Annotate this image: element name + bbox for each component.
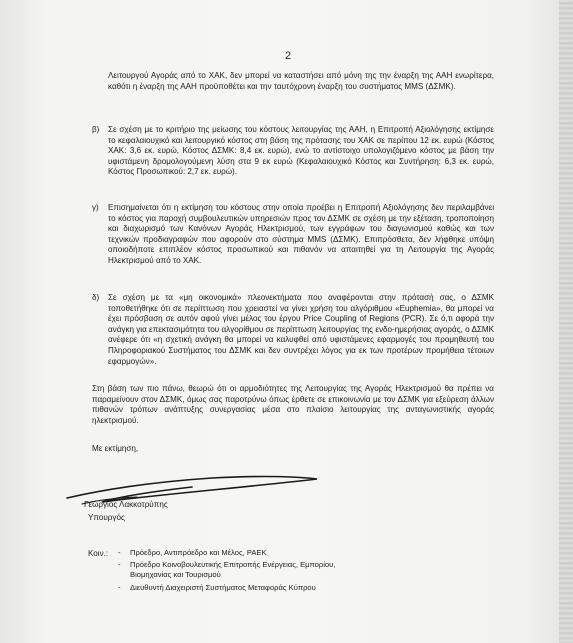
intro-paragraph: Λειτουργού Αγοράς από το ΧΑΚ, δεν μπορεί να καταστήσει από μόνη της την έναρξη της ΑΑΗ ενωρίτερα, καθότι η έναρξη της ΑΑΗ προϋποθέτει και την ταυτόχρονη έναρξη του συστήματος MMS (ΔΣΜΚ). [108,71,494,91]
closing-salutation: Με εκτίμηση, [92,444,139,453]
cc-item: - Πρόεδρο, Αντιπρόεδρο και Μέλος, ΡΑΕΚ [116,548,346,558]
signatory-name: Γεώργιος Λακκοτρύπης [84,500,168,509]
handwritten-signature [62,460,322,520]
point-c-marker: γ) [92,203,99,212]
point-c-text: Επισημαίνεται ότι η εκτίμηση του κόστους στην οποία προέβει η Επιτροπή Αξιολόγησης δεν περιλαμβάνει το κόστος για παροχή συμβουλευτικών υπηρεσιών προς τον ΔΣΜΚ σε σχέση με την εξέταση, τροποποίηση και διαχωρισμό των Κανόνων Αγοράς Ηλεκτρισμού, των εγγράφων του διαγωνισμού καθώς και των τεχνικών προδιαγραφών που αφορούν στο σύστημα MMS (ΔΣΜΚ). Επιπρόσθετα, δεν λήφθηκε υπόψη οποιοδήποτε επιπλέον κόστος προσωπικού και πιθανόν να απαιτηθεί για τη Λειτουργία της Αγοράς Ηλεκτρισμού από το ΧΑΚ. [108,203,494,265]
conclusion-paragraph: Στη βάση των πιο πάνω, θεωρώ ότι οι αρμοδιότητες της Λειτουργίας της Αγοράς Ηλεκτρισμού θα πρέπει να παραμείνουν στον ΔΣΜΚ, όμως σας παροτρύνω όπως έρθετε σε επικοινωνία με τον ΔΣΜΚ για εξεύρεση άλλων πιθανών τρόπων ανάπτυξης συνεργασίας μέσα στο πλαίσιο λειτουργίας της ανταγωνιστικής αγοράς ηλεκτρισμού. [92,384,494,425]
cc-list [116,548,346,593]
cc-label: Κοιν.: [88,549,109,558]
cc-item: - Πρόεδρο Κοινοβουλευτικής Επιτροπής Ενέργειας, Εμπορίου, Βιομηχανίας και Τουρισμού [116,560,346,580]
point-b-marker: β) [92,125,100,134]
page-number: 2 [284,50,292,62]
point-b-text: Σε σχέση με το κριτήριο της μείωσης του κόστους λειτουργίας της ΑΑΗ, η Επιτροπή Αξιολόγησης εκτίμησε το κεφαλαιουχικό και λειτουργικό κόστος στη βάση της πρότασης του ΧΑΚ σε περίπου 12 εκ. ευρώ (Κόστος ΧΑΚ: 3,6 εκ. ευρώ, Κόστος ΔΣΜΚ: 8,4 εκ. ευρώ), ενώ το αντίστοιχο υπολογιζόμενο κόστος με βάση την υφιστάμενη δρομολογούμενη λύση στα 9 εκ ευρώ (Κεφαλαιουχικό Κόστος και Συντήρηση: 6,3 εκ. ευρώ, Κόστος Προσωπικού: 2,7 εκ. ευρώ). [108,125,494,177]
cc-item: - Διευθυντή Διαχειριστή Συστήματος Μεταφοράς Κύπρου [116,583,346,593]
scan-edge [559,0,573,643]
point-d-marker: δ) [92,293,100,302]
point-d-text: Σε σχέση με τα «μη οικονομικά» πλεονεκτήματα που αναφέρονται στην πρότασή σας, ο ΔΣΜΚ τοποθετήθηκε ότι σε περίπτωση που χρειαστεί να γίνει χρήση του αλγόριθμου «Euphemia», θα μπορεί να έχει πρόσβαση σε αυτόν αφού γίνει μέλος του έργου Price Coupling of Regions (PCR). Σε ό,τι αφορά την ανάγκη για επεκτασιμότητα του αλγορίθμου σε περίπτωση λειτουργίας της ενδο-ημερήσιας αγοράς, ο ΔΣΜΚ ανέφερε ότι «η σχετική ανάγκη θα μπορεί να καλυφθεί από υφιστάμενες εφαρμογές του προμηθευτή του Πληροφοριακού Συστήματος του ΔΣΜΚ και δεν συντρέχει λόγος για εκ των προτέρων προμήθεια τέτοιων εφαρμογών». [108,293,494,366]
signatory-title: Υπουργός [88,513,125,522]
